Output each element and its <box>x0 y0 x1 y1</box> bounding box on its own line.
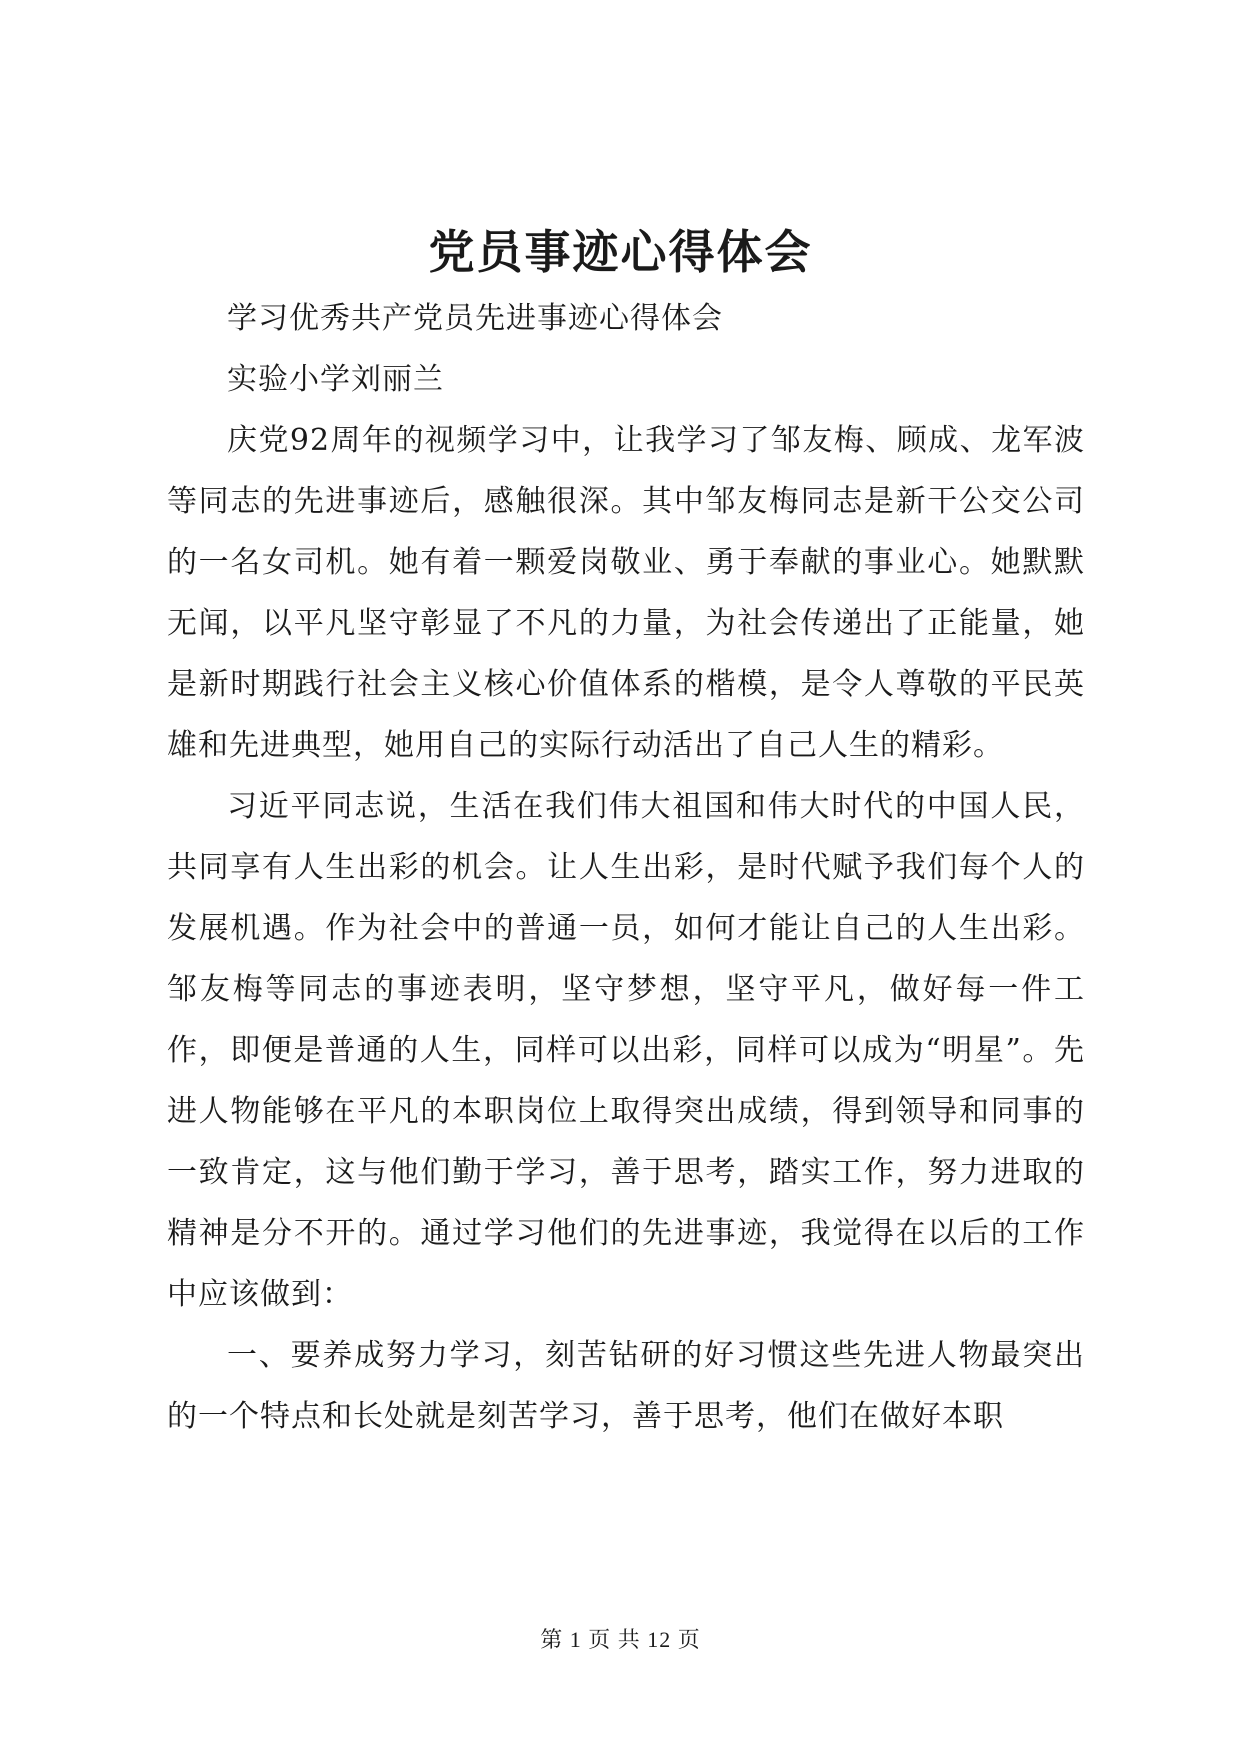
document-body <box>167 288 1085 1447</box>
body-paragraph: 一、要养成努力学习，刻苦钻研的好习惯这些先进人物最突出的一个特点和长处就是刻苦学习，善于思考，他们在做好本职 <box>167 1338 1085 1434</box>
body-paragraph: 庆党92周年的视频学习中，让我学习了邹友梅、顾成、龙军波等同志的先进事迹后，感触很深。其中邹友梅同志是新干公交公司的一名女司机。她有着一颗爱岗敬业、勇于奉献的事业心。她默默无闻，以平凡坚守彰显了不凡的力量，为社会传递出了正能量，她是新时期践行社会主义核心价值体系的楷模，是令人尊敬的平民英雄和先进典型，她用自己的实际行动活出了自己人生的精彩。 <box>167 423 1085 763</box>
body-paragraph: 习近平同志说，生活在我们伟大祖国和伟大时代的中国人民，共同享有人生出彩的机会。让人生出彩，是时代赋予我们每个人的发展机遇。作为社会中的普通一员，如何才能让自己的人生出彩。邹友梅等同志的事迹表明，坚守梦想，坚守平凡，做好每一件工作，即便是普通的人生，同样可以出彩，同样可以成为“明星”。先进人物能够在平凡的本职岗位上取得突出成绩，得到领导和同事的一致肯定，这与他们勤于学习，善于思考，踏实工作，努力进取的精神是分不开的。通过学习他们的先进事迹，我觉得在以后的工作中应该做到： <box>167 789 1085 1312</box>
page-number-footer: 第 1 页 共 12 页 <box>540 1627 701 1652</box>
document-title: 党员事迹心得体会 <box>428 225 813 279</box>
author-paragraph: 实验小学刘丽兰 <box>227 362 444 397</box>
subtitle-paragraph: 学习优秀共产党员先进事迹心得体会 <box>227 301 723 336</box>
